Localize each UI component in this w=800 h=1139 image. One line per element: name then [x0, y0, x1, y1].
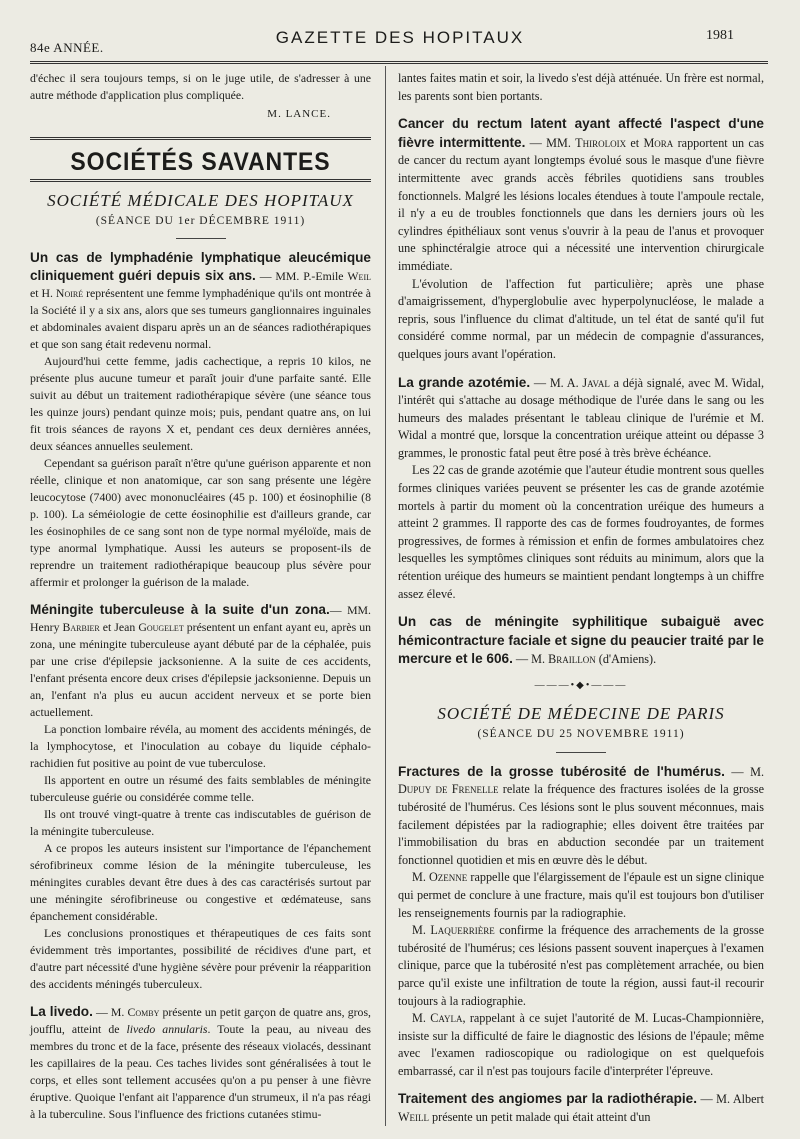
paragraph: Les 22 cas de grande azotémie que l'auteur étudie montrent sous quelles formes cliniques variées peuvent se présenter les cas de grande azotémie mortels à partir du moment où la concentration uréique des humeurs a atteint 2 grammes. Il rapporte des cas de formes foudroyantes, de formes progressives, de formes à rémission et enfin de formes ambulatoires chez lesquelles les symptômes cliniques sont réduits au minimum, alors que la rétention uréique des humeurs se maintient pendant longtemps à un chiffre assez élevé. [398, 463, 764, 601]
article-meningite-syphilitique [398, 613, 764, 669]
author-name: Mora [643, 135, 674, 150]
short-divider [176, 238, 226, 239]
paragraph: Les conclusions pronostiques et thérapeutiques de ces faits sont évidemment très importantes, possibilité de récidives d'une part, et d'autre part nécessité d'une hygiène sévère pour prévenir la réapparition des accidents méningés tuberculeux. [30, 926, 371, 991]
article-text: — MM. [525, 135, 576, 150]
section-rule-bottom [30, 179, 371, 182]
article-text: (d'Amiens). [595, 652, 657, 667]
article-heading: La grande azotémie. [398, 374, 531, 390]
paragraph: Cependant sa guérison paraît n'être qu'une guérison apparente et non réelle, clinique et non anatomique, car son sang présente une légère leucocytose (7400) avec mononucléaires (45 p. 100) et éosinophilie (8 p. 100). La séméiologie de cette éosinophilie est d'ailleurs grande, car les éosinophiles de ce sang sont non de type normal myéloïde, mais de type anormal lymphatique. Aussi les auteurs se proposent-ils de reprendre un traitement radiothérapique beaucoup plus sévère pour affermir et prolonger la guérison de la malade. [30, 456, 371, 589]
page-number: 1981 [706, 28, 734, 43]
article-livedo [30, 1003, 371, 1123]
article-fractures [398, 763, 764, 870]
article-meningite [30, 601, 371, 721]
paragraph [398, 1010, 764, 1080]
article-heading: La livedo. [30, 1004, 93, 1019]
article-text: et H. [30, 286, 56, 300]
column-divider [385, 66, 386, 1126]
article-lymphadenie [30, 249, 371, 353]
ornament-divider: ———•◆•——— [534, 680, 628, 691]
society-title: SOCIÉTÉ MÉDICALE DES HOPITAUX [47, 191, 354, 210]
author-name: Braillon [548, 652, 596, 667]
article-text: — M. Albert [697, 1092, 764, 1107]
society-title: SOCIÉTÉ DE MÉDECINE DE PARIS [437, 703, 725, 723]
article-text: rapportent un cas de cancer du rectum ayant longtemps évolué sous le masque d'une fièvre intermittente avec grands accès fébriles quotidiens sans troubles fonctionnels. Malgré les lésions locales étendues à toute l'ampoule rectale, il n'y a eu de troubles fonctionnels que dans les derniers jours où les cylindres épithéliaux sont venus s'ouvrir à la peau de l'anus et provoquer une sphinctéralgie atroce qui a nécessité une intervention chirurgicale immédiate. [398, 135, 764, 273]
article-text: présentent un enfant ayant eu, après un zona, une méningite tuberculeuse ayant débuté par de la céphalée, puis par une crise d'épilepsie jacksonienne. A la suite de ces accidents, l'enfant présenta encore deux crises d'épilepsie jacksonienne. Depuis un an, l'enfant n'a plus eu aucun accident nerveux et se porte bien actuellement. [30, 620, 371, 719]
article-cancer-rectum [398, 115, 764, 275]
article-azotemie [398, 374, 764, 463]
article-heading: Traitement des angiomes par la radiothérapie. [398, 1091, 698, 1107]
author-name: Cayla [430, 1011, 463, 1026]
section-header [30, 137, 371, 182]
continued-paragraph: lantes faites matin et soir, la livedo s'est déjà atténuée. Un frère est normal, les parents sont bien portants. [398, 71, 764, 103]
seance-date: (SÉANCE DU 1er DÉCEMBRE 1911) [95, 215, 306, 227]
short-divider [556, 752, 606, 753]
article-text: — M. [512, 652, 549, 667]
article-text: , rappelant à ce sujet l'autorité de M. Lucas-Championnière, insiste sur la difficulté de faire le diagnostic des lésions de l'épaule; même avec l'examen radioscopique ou radiologique on est quelquefois embarrassé, car il n'est pas toujours facile d'interpréter l'épreuve. [398, 1011, 765, 1078]
author-name: Ozenne [428, 870, 468, 885]
section-rule-top [30, 137, 371, 140]
year-label: 84e ANNÉE. [30, 40, 104, 55]
paragraph: Ils ont trouvé vingt-quatre à trente cas indiscutables de guérison de la méningite tuberculeuse. [30, 807, 371, 838]
section-title: SOCIÉTÉS SAVANTES [70, 148, 331, 176]
article-text: a déjà signalé, avec M. Widal, l'intérêt qui s'attache au dosage méthodique de l'urée dans le sang ou les humeurs des malades présentant le tableau clinique de l'urémie et M. Widal a montré que, lorsque la concentration uréique atteint ou dépasse 3 grammes, le pronostic fatal peut être posé à très brève échéance. [398, 375, 765, 460]
article-text: présente un petit garçon de quatre ans, gros, joufflu, atteint de [30, 1005, 371, 1036]
author-name: Gougelet [138, 620, 184, 634]
intro-paragraph: d'échec il sera toujours temps, si on le juge utile, de s'adresser à une autre méthode d'application plus compliquée. [30, 71, 371, 102]
article-heading: Méningite tuberculeuse à la suite d'un zona. [30, 602, 330, 617]
italic-term: livedo annularis [126, 1022, 208, 1036]
article-heading: Cancer du rectum latent ayant affecté l'aspect d'une fièvre intermittente. [398, 116, 764, 150]
author-name: Comby [127, 1005, 160, 1019]
article-text: — M. [92, 1005, 128, 1019]
article-text: — M. [724, 764, 765, 779]
paragraph [398, 922, 764, 1010]
article-heading: Fractures de la grosse tubérosité de l'humérus. [398, 763, 725, 779]
paragraph: La ponction lombaire révéla, au moment des accidents méningés, de la lymphocytose, et l'inoculation au cobaye du liquide céphalo-rachidien fut positive au point de vue tuberculose. [30, 722, 371, 770]
author-name: Dupuy de Frenelle [398, 782, 499, 797]
article-text: — MM. P.-Emile [255, 269, 348, 283]
paragraph: Ils apportent en outre un résumé des faits semblables de méningite tuberculeuse guérie ou considérée comme telle. [30, 773, 371, 804]
paragraph: A ce propos les auteurs insistent sur l'importance de l'épanchement sérofibrineux comme lésion de la méningite tuberculeuse, les méningites curables devant être dues à des cas caractérisés surtout par une méningite sérofibrineuse ou congestive et œdémateuse, sans épanchement considérable. [30, 841, 371, 923]
article-text: M. [412, 870, 429, 885]
signature-lance: M. LANCE. [267, 108, 331, 120]
article-heading: Un cas de lymphadénie lymphatique aleucémique cliniquement guéri depuis six ans. [30, 250, 371, 283]
author-name: Barbier [62, 620, 100, 634]
left-column [30, 70, 371, 1123]
author-name: Javal [582, 375, 610, 390]
header-rule [30, 61, 768, 64]
seance-date: (SÉANCE DU 25 NOVEMBRE 1911) [477, 728, 685, 741]
author-name: Laquerrière [430, 923, 495, 938]
article-text: confirme la fréquence des arrachements de la grosse tubérosité de l'humérus; ces lésions passent souvent inaperçues à l'examen clinique, parce que la tubérosité n'est pas complètement arrachée, ou bien parce qu'il existe une infiltration de toute la région, aussi faut-il recourir toujours à la radiographie. [398, 923, 765, 1008]
article-text: . Toute la peau, au niveau des membres du tronc et de la face, présente des réseaux violacés, dessinant les capillaires de la peau. Ces taches livides sont généralisées à tout le corps, et elles sont tellement accusées qu'on a pu penser à une fièvre éruptive. Quoique l'enfant ait l'apparence d'un strumeux, il n'a pas réagi à la tuberculine. Sous l'influence des frictions cutanées stimu- [30, 1022, 371, 1121]
paragraph [398, 869, 764, 922]
article-text: relate la fréquence des fractures isolées de la grosse tubérosité de l'humérus. Ces lésions sont le plus souvent méconnues, mais facilement dépistées par la radiographie; elles doivent être traitées par l'immobilisation du bras en abduction secondée par un traitement fonctionnel quotidien et mis en œuvre dès le début. [398, 782, 765, 867]
article-text: présente un petit malade qui était atteint d'un [429, 1110, 651, 1125]
article-text: rappelle que l'élargissement de l'épaule est un signe clinique qui permet de conclure à une fracture, mais qu'il est toujours bon d'utiliser les renseignements fournis par la radiographie. [398, 870, 764, 920]
article-text: et Jean [99, 620, 139, 634]
paragraph: Aujourd'hui cette femme, jadis cachectique, a repris 10 kilos, ne présente plus aucune tumeur et paraît jouir d'une parfaite santé. Elle suivit au début un traitement radiothérapique sévère (une séance tous les quinze jours) pendant quinze mois; puis, pendant quatre ans, on lui fit trois séances de rayons X et, pendant ces deux dernières années, deux séances annuelles seulement. [30, 354, 371, 453]
article-text: — M. A. [530, 375, 583, 390]
article-angiomes [398, 1090, 764, 1126]
right-column [398, 70, 764, 1127]
article-text: représentent une femme lymphadénique qu'ils ont montrée à la Société il y a six ans, alors que ses tumeurs ganglionnaires inguinales et abdominales avaient disparu après un an de séances radiothérapiques et que son sang était redevenu normal. [30, 286, 372, 351]
article-text: M. [412, 1011, 431, 1026]
article-text: M. [412, 923, 431, 938]
author-name: Weil [347, 269, 371, 283]
article-heading: Un cas de méningite syphilitique subaiguë avec hémicontracture faciale et signe du peaucier traité par le mercure et le 606. [398, 614, 764, 667]
article-text: et [626, 135, 644, 150]
author-name: Thiroloix [575, 135, 627, 150]
author-name: Noiré [55, 286, 84, 300]
paragraph: L'évolution de l'affection fut particulière; après une phase d'amaigrissement, d'hyperglobulie avec hyperpolynucléose, le malade a repris, sous l'influence du climat d'altitude, un tel état de santé qu'il fut considéré comme normal, par un médecin de compagnie d'assurances, quelques jours avant l'opération. [398, 276, 764, 361]
journal-title: GAZETTE DES HOPITAUX [275, 28, 525, 47]
author-name: Weill [398, 1110, 429, 1125]
article-text: — MM. Henry [30, 603, 371, 634]
